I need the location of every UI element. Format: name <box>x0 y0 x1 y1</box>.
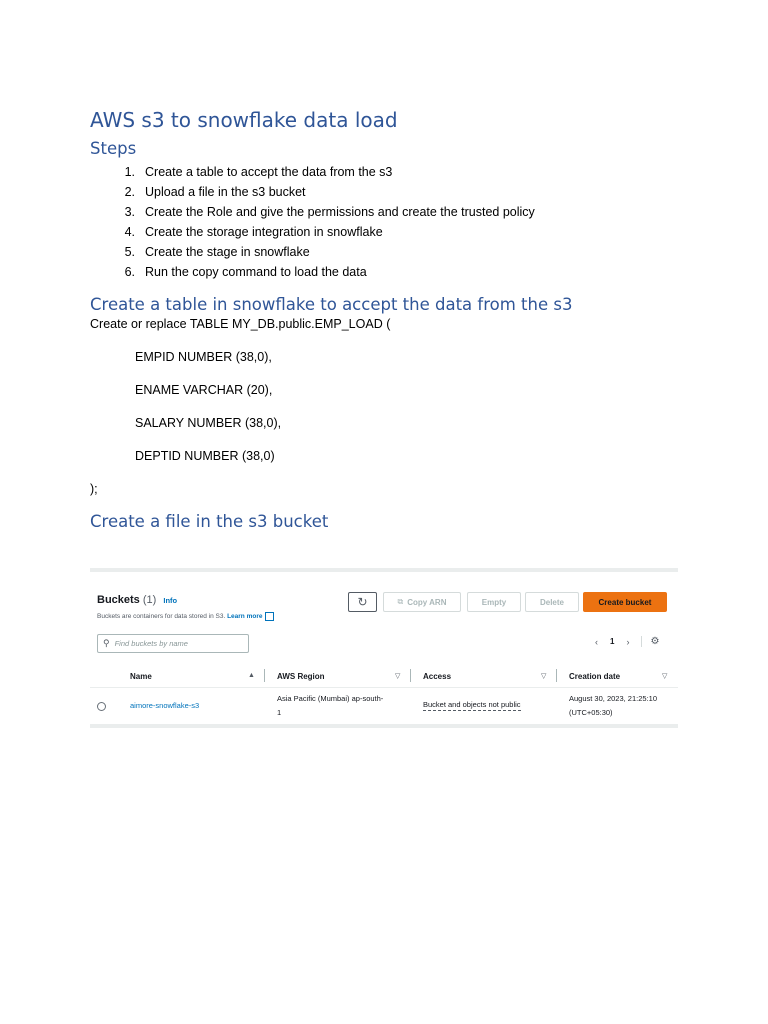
pagination <box>595 636 659 647</box>
column-divider <box>556 669 557 682</box>
document-title: AWS s3 to snowflake data load <box>90 108 398 132</box>
learn-more-link[interactable]: Learn more <box>227 613 263 621</box>
list-item: 6. Run the copy command to load the data <box>124 265 367 279</box>
next-page-icon[interactable]: › <box>626 636 630 647</box>
sort-icon[interactable]: ▽ <box>662 673 668 680</box>
sql-open: Create or replace TABLE MY_DB.public.EMP_LOAD ( <box>90 317 391 331</box>
document-body <box>90 108 680 533</box>
sort-icon[interactable]: ▽ <box>541 673 547 680</box>
sort-ascending-icon[interactable]: ▲ <box>248 672 255 679</box>
search-input[interactable] <box>97 634 249 653</box>
info-link[interactable]: Info <box>163 596 178 605</box>
buckets-title: Buckets (1) Info <box>97 594 178 606</box>
sql-column: SALARY NUMBER (38,0), <box>135 416 282 430</box>
refresh-button[interactable]: ↻ <box>348 592 377 612</box>
bucket-region: Asia Pacific (Mumbai) ap-south-1 <box>277 694 384 717</box>
create-bucket-button[interactable]: Create bucket <box>583 592 667 612</box>
copy-arn-button[interactable]: ⧉ Copy ARN <box>383 592 461 612</box>
column-header-created[interactable]: Creation date <box>569 672 621 681</box>
column-header-region[interactable]: AWS Region <box>277 672 325 681</box>
table-row[interactable] <box>90 689 678 724</box>
current-page[interactable]: 1 <box>610 637 615 646</box>
create-table-heading: Create a table in snowflake to accept the data from the s3 <box>90 295 573 314</box>
row-select-radio[interactable] <box>97 702 106 711</box>
list-item: 5. Create the stage in snowflake <box>124 245 310 259</box>
list-item: 4. Create the storage integration in snowflake <box>124 225 383 239</box>
external-link-icon <box>265 612 274 621</box>
search-icon: ⚲ <box>103 638 110 648</box>
s3-buckets-screenshot <box>90 568 678 728</box>
steps-list <box>90 162 680 282</box>
bucket-creation-date: August 30, 2023, 21:25:10 (UTC+05:30) <box>569 694 657 717</box>
sort-icon[interactable]: ▽ <box>395 673 401 680</box>
search-placeholder: Find buckets by name <box>114 639 188 648</box>
sql-column: ENAME VARCHAR (20), <box>135 383 273 397</box>
list-item: 3. Create the Role and give the permissions and create the trusted policy <box>124 205 535 219</box>
sql-column: EMPID NUMBER (38,0), <box>135 350 272 364</box>
list-item: 1. Create a table to accept the data from the s3 <box>124 165 393 179</box>
bucket-count: (1) <box>142 594 157 606</box>
bucket-access: Bucket and objects not public <box>423 700 521 709</box>
copy-icon: ⧉ <box>397 597 404 606</box>
column-divider <box>410 669 411 682</box>
sql-close: ); <box>90 482 98 496</box>
column-divider <box>264 669 265 682</box>
delete-button[interactable]: Delete <box>525 592 579 612</box>
bucket-name-link[interactable]: aimore-snowflake-s3 <box>130 701 200 710</box>
prev-page-icon[interactable]: ‹ <box>595 636 598 647</box>
create-file-heading: Create a file in the s3 bucket <box>90 512 329 531</box>
steps-heading: Steps <box>90 139 137 158</box>
list-item: 2. Upload a file in the s3 bucket <box>124 185 306 199</box>
gear-icon[interactable]: ⚙ <box>641 636 659 647</box>
table-header <box>90 664 678 688</box>
empty-button[interactable]: Empty <box>467 592 521 612</box>
sql-column: DEPTID NUMBER (38,0) <box>135 449 275 463</box>
column-header-name[interactable]: Name <box>130 672 152 681</box>
column-header-access[interactable]: Access <box>423 672 452 681</box>
buckets-subtitle: Buckets are containers for data stored in S3. Learn more <box>97 612 274 621</box>
